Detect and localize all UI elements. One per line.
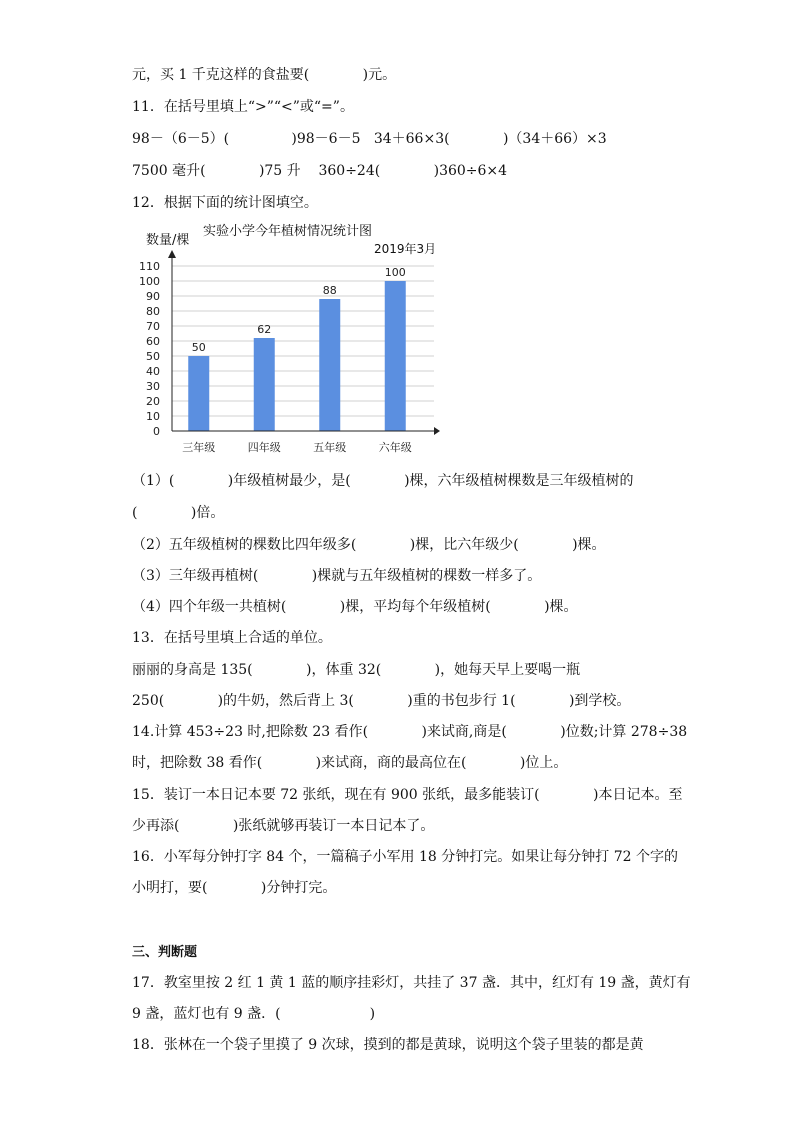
text-line: 少再添( )张纸就够再装订一本日记本了。 <box>132 818 435 834</box>
text-line: 9 盏，蓝灯也有 9 盏．( ) <box>132 1006 376 1022</box>
section-heading: 三、判断题 <box>132 945 198 960</box>
y-tick-label: 70 <box>146 320 160 333</box>
text-line: 98－（6－5）( )98－6－5 34＋66×3( )（34＋66）×3 <box>132 131 607 147</box>
chart-subtitle: 2019年3月 <box>374 242 437 256</box>
y-tick-label: 90 <box>146 290 160 303</box>
x-axis-arrow <box>434 427 440 435</box>
y-tick-label: 50 <box>146 350 160 363</box>
x-tick-label: 六年级 <box>378 441 412 454</box>
y-tick-label: 40 <box>146 365 160 378</box>
data-label: 50 <box>191 341 206 354</box>
bar <box>188 356 209 431</box>
y-axis-label: 数量/棵 <box>146 233 190 248</box>
bar-chart <box>120 250 460 480</box>
text-line: 7500 毫升( )75 升 360÷24( )360÷6×4 <box>132 163 508 179</box>
y-axis-arrow <box>168 250 176 258</box>
data-label: 62 <box>257 323 272 336</box>
text-line: 小明打，要( )分钟打完。 <box>132 880 337 896</box>
question-12: 12．根据下面的统计图填空。 <box>132 195 318 211</box>
y-tick-label: 10 <box>146 410 160 423</box>
y-tick-label: 110 <box>139 260 160 273</box>
y-tick-label: 100 <box>139 275 160 288</box>
text-line: 250( )的牛奶，然后背上 3( )重的书包步行 1( )到学校。 <box>132 693 631 709</box>
question-16: 16．小军每分钟打字 84 个，一篇稿子小军用 18 分钟打完。如果让每分钟打 72 个字的 <box>132 849 678 865</box>
question-11: 11．在括号里填上“>”“<”或“=”。 <box>132 99 354 115</box>
y-tick-label: 80 <box>146 305 160 318</box>
bar <box>254 338 275 431</box>
chart-title: 实验小学今年植树情况统计图 <box>203 224 373 239</box>
bar <box>319 299 340 431</box>
text-line: （4）四个年级一共植树( )棵，平均每个年级植树( )棵。 <box>132 599 578 615</box>
data-label: 100 <box>384 266 406 279</box>
question-13: 13．在括号里填上合适的单位。 <box>132 630 332 646</box>
y-tick-labels <box>139 260 160 438</box>
text-line: （3）三年级再植树( )棵就与五年级植树的棵数一样多了。 <box>132 568 542 584</box>
x-tick-label: 五年级 <box>313 441 347 454</box>
x-tick-label: 三年级 <box>182 441 216 454</box>
text-line: 元，买 1 千克这样的食盐要( )元。 <box>132 67 397 83</box>
question-15: 15．装订一本日记本要 72 张纸，现在有 900 张纸，最多能装订( )本日记本。至 <box>132 787 683 803</box>
text-line: 时，把除数 38 看作( )来试商，商的最高位在( )位上。 <box>132 755 568 771</box>
data-label: 88 <box>322 284 337 297</box>
question-18: 18．张林在一个袋子里摸了 9 次球，摸到的都是黄球，说明这个袋子里装的都是黄 <box>132 1037 644 1053</box>
question-17: 17．教室里按 2 红 1 黄 1 蓝的顺序挂彩灯，共挂了 37 盏．其中，红灯有 19 盏，黄灯有 <box>132 975 691 991</box>
x-tick-labels <box>182 440 412 454</box>
text-line: ( )倍。 <box>132 505 225 521</box>
y-tick-label: 60 <box>146 335 160 348</box>
text-line: （2）五年级植树的棵数比四年级多( )棵，比六年级少( )棵。 <box>132 537 606 553</box>
text-line: （1）( )年级植树最少，是( )棵，六年级植树棵数是三年级植树的 <box>132 473 634 489</box>
text-line: 丽丽的身高是 135( )，体重 32( )，她每天早上要喝一瓶 <box>132 662 581 678</box>
x-tick-label: 四年级 <box>247 441 281 454</box>
y-tick-label: 20 <box>146 395 160 408</box>
bar <box>385 281 406 431</box>
y-tick-label: 0 <box>153 425 160 438</box>
y-tick-label: 30 <box>146 380 160 393</box>
question-14: 14.计算 453÷23 时,把除数 23 看作( )来试商,商是( )位数;计算 278÷38 <box>132 724 688 740</box>
